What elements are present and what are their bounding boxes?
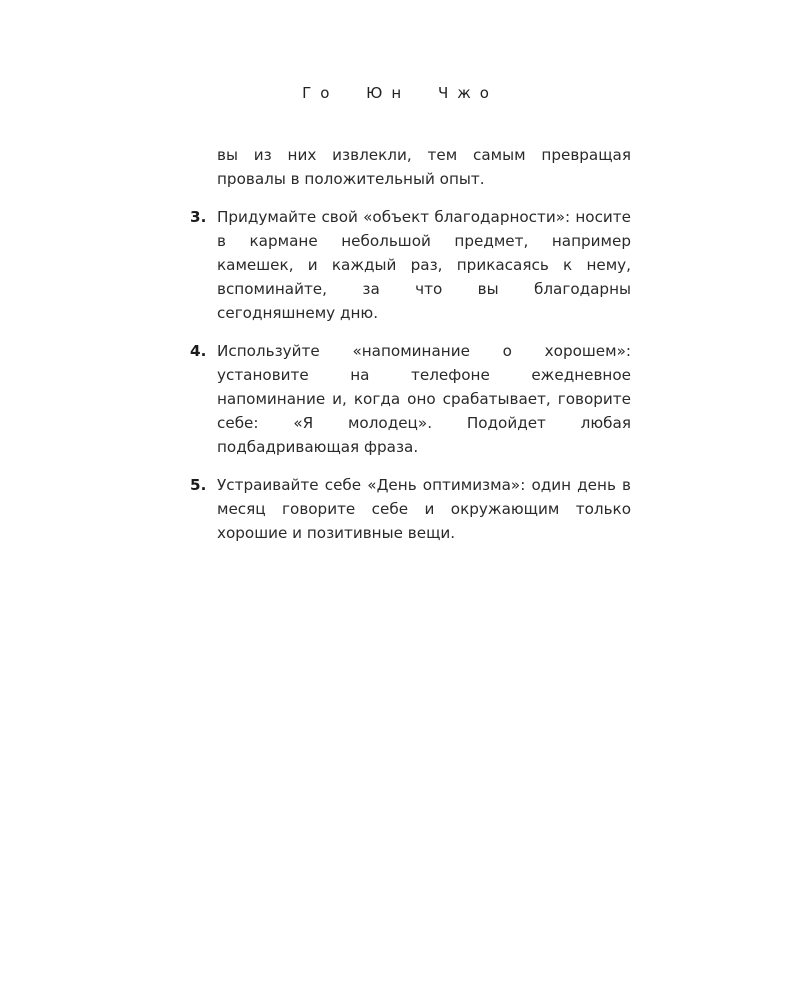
list-item-text: Придумайте свой «объект благодарности»: носите в кармане небольшой предмет, например камешек, и каждый раз, прикасаясь к нему, вспоминайте, за что вы благодарны сегодняшнему дню. [217, 208, 631, 322]
list-number: 5. [190, 476, 207, 494]
list-item-3 [190, 205, 631, 325]
list-item-4 [190, 339, 631, 459]
list-item-text: Устраивайте себе «День оптимизма»: один день в месяц говорите себе и окружающим только хорошие и позитивные вещи. [217, 476, 631, 542]
running-header-author: Го Юн Чжо [302, 84, 498, 102]
list-item-5 [190, 473, 631, 545]
continued-paragraph: вы из них извлекли, тем самым превращая провалы в положительный опыт. [217, 146, 631, 188]
list-number: 4. [190, 342, 207, 360]
list-number: 3. [190, 208, 207, 226]
list-item-text: Используйте «напоминание о хорошем»: установите на телефоне ежедневное напоминание и, когда оно срабатывает, говорите себе: «Я молодец». Подойдет любая подбадривающая фраза. [217, 342, 631, 456]
page-body [190, 143, 631, 559]
